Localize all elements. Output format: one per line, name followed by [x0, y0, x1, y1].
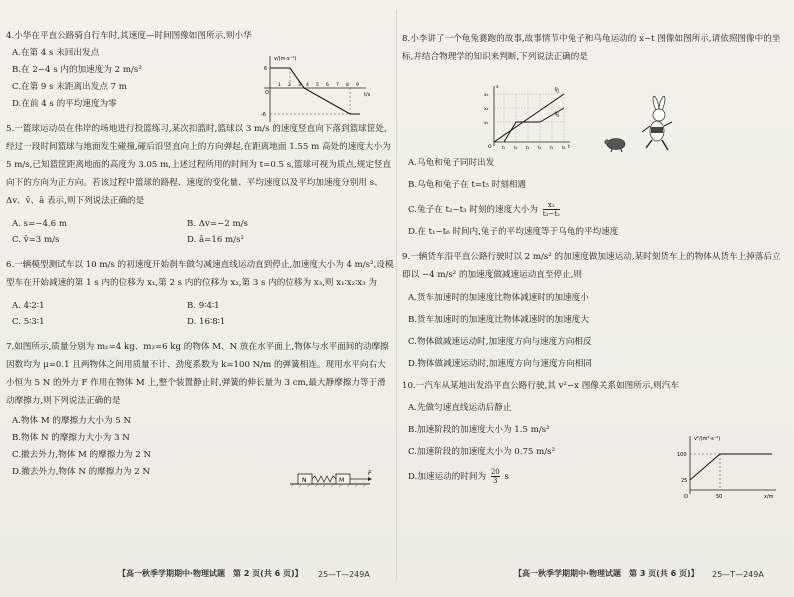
question-10 [402, 380, 692, 485]
q8-x-tick-t1: t₁ [502, 145, 506, 150]
question-6-option-a: A. 4∶2∶1 [12, 301, 45, 311]
q10-v2x-graph [676, 432, 780, 502]
q4-x-tick-4: 4 [306, 83, 309, 88]
footer-left-code: 25—T—249A [318, 570, 370, 579]
q7-label-n: N [302, 477, 307, 484]
question-9-option-c: C.物体做减速运动时,加速度方向与速度方向相反 [408, 337, 592, 347]
question-8-frac-num: x₃ [543, 201, 560, 210]
question-8-option-c [408, 201, 788, 218]
footer-left-title: 【高一秋季学期期中·物理试题 第 2 页(共 6 页)】 [118, 569, 303, 578]
q8-series-turtle: 龟 [554, 88, 560, 94]
question-10-fraction [491, 468, 500, 485]
question-10-frac-unit: s [504, 472, 509, 482]
question-10-frac-den: 3 [493, 477, 498, 485]
question-8-text: 8.小李讲了一个龟兔赛跑的故事,故事情节中兔子和乌龟运动的 x−t 图像如图所示,请依照图像中的坐标,并结合物理学的知识来判断,下列说法正确的是 [402, 34, 781, 62]
q8-xt-graph [484, 82, 574, 150]
question-8-option-c-text: C.兔子在 t₂~t₃ 时刻的速度大小为 [408, 205, 538, 215]
rabbit-turtle-illustration [600, 96, 690, 156]
q8-turtle-line [494, 94, 564, 142]
q4-x-tick-9: 9 [356, 83, 359, 88]
question-8 [402, 30, 788, 238]
question-4-option-d: D.在前 4 s 的平均速度为零 [12, 99, 117, 109]
question-8-option-b: B.乌龟和兔子在 t=t₅ 时刻相遇 [408, 180, 527, 190]
q7-ground-hatch [291, 484, 366, 487]
question-8-option-a: A.乌龟和兔子同时出发 [408, 158, 495, 168]
q8-x-tick-t3: t₃ [526, 145, 530, 150]
q4-x-tick-8: 8 [346, 83, 349, 88]
question-5 [6, 120, 394, 246]
question-10-option-d [408, 468, 692, 485]
question-8-fraction [543, 201, 560, 218]
question-10-option-d-text: D.加速运动的时间为 [408, 472, 487, 482]
column-divider [396, 10, 397, 580]
q4-origin: O [265, 90, 269, 96]
question-6 [6, 256, 394, 328]
q8-y-tick-x3: x₃ [484, 93, 489, 98]
q4-y-tick-neg6: -6 [261, 112, 266, 118]
question-4-option-b: B.在 2~4 s 内的加速度为 2 m/s² [12, 65, 142, 75]
question-7-option-a: A.物体 M 的摩擦力大小为 5 N [12, 416, 131, 426]
q4-velocity-line [270, 68, 360, 114]
question-7-option-d: D.撤去外力,物体 N 的摩擦力为 2 N [12, 467, 151, 477]
question-9-option-a: A.货车加速时的加速度比物体减速时的加速度小 [408, 293, 589, 303]
rabbit-icon [642, 96, 672, 150]
q10-curve [690, 454, 772, 480]
question-10-frac-num: 20 [490, 468, 500, 476]
q4-x-tick-6: 6 [326, 83, 329, 88]
q7-force-arrowhead [368, 477, 372, 481]
question-7-option-b: B.物体 N 的摩擦力大小为 3 N [12, 433, 130, 443]
q7-spring [312, 476, 336, 482]
question-6-option-b: B. 9∶4∶1 [187, 301, 220, 311]
question-4-text: 4.小华在平直公路骑自行车时,其速度—时间图像如图所示,则小华 [6, 31, 252, 41]
question-5-option-b: B. Δv=−2 m/s [187, 219, 248, 229]
question-4-option-c: C.在第 9 s 末距离出发点 7 m [12, 82, 127, 92]
question-9 [402, 248, 788, 370]
question-7 [6, 338, 394, 478]
q8-x-tick-t5: t₅ [550, 145, 554, 150]
q8-y-tick-x2: x₂ [484, 107, 489, 112]
turtle-icon [605, 139, 625, 153]
q10-y-tick-100: 100 [677, 452, 687, 458]
q4-y-label: v/(m·s⁻¹) [274, 56, 297, 62]
q4-x-label: t/s [364, 92, 371, 98]
question-8-option-d: D.在 t₁~t₆ 时间内,兔子的平均速度等于乌龟的平均速度 [408, 227, 619, 237]
q8-y-label: x [496, 85, 499, 90]
question-5-option-d: D. ā=16 m/s² [187, 235, 244, 245]
question-9-option-d: D.物体做减速运动时,加速度方向与速度方向相同 [408, 359, 592, 369]
q4-x-tick-5: 5 [316, 83, 319, 88]
question-10-option-c: C.加速阶段的加速度大小为 0.75 m/s² [408, 447, 556, 457]
question-5-option-c: C. v̄=3 m/s [12, 235, 60, 245]
q4-x-tick-2: 2 [288, 83, 291, 88]
q10-y-label: v²/(m²·s⁻²) [694, 436, 721, 442]
q8-x-tick-t6: t₆ [562, 145, 566, 150]
question-8-frac-den: t₃−t₂ [542, 210, 560, 218]
question-6-option-c: C. 5∶3∶1 [12, 317, 45, 327]
q8-x-label: t [568, 145, 570, 150]
q10-y-tick-25: 25 [681, 478, 688, 484]
q4-x-tick-7: 7 [336, 83, 339, 88]
q4-x-tick-3: 3 [298, 83, 301, 88]
q10-origin: O [684, 494, 688, 500]
q8-x-tick-t2: t₂ [514, 145, 518, 150]
question-10-option-b: B.加速阶段的加速度大小为 1.5 m/s² [408, 425, 550, 435]
footer-right-title: 【高一秋季学期期中·物理试题 第 3 页(共 6 页)】 [514, 569, 699, 578]
q4-x-tick-1: 1 [278, 83, 281, 88]
q10-x-tick-50: 50 [716, 494, 723, 500]
q8-x-tick-t4: t₄ [538, 145, 542, 150]
q7-label-f: F [368, 470, 372, 477]
q8-origin: O [488, 145, 492, 150]
q7-label-m: M [339, 477, 345, 484]
q10-x-label: x/m [764, 494, 774, 500]
q4-y-tick-6: 6 [264, 66, 268, 72]
question-6-text: 6.一辆模型测试车以 10 m/s 的初速度开始刹车做匀减速直线运动直到停止,加速度大小为 4 m/s²,设模型车在开始减速的第 1 s 内的位移为 x₁,第 2 s 内的位移为 x₂,第 3 s 内的位移为 x₃,则 x₁∶x₂∶x₃ 为 [6, 260, 394, 288]
q4-vt-graph [262, 52, 374, 126]
question-5-option-a: A. s=−4.6 m [12, 219, 68, 229]
q8-series-rabbit: 兔 [554, 112, 560, 118]
question-7-text: 7.如图所示,质量分别为 m₁=4 kg、m₂=6 kg 的物体 M、N 放在水平面上,物体与水平面间的动摩擦因数均为 μ=0.1 且两物体之间用质量不计、劲度系数为 k=100 N/m 的弹簧相连。现用水平向右大小恒为 5 N 的外力 F 作用在物体 M 上,整个装置静止时,弹簧的伸长量为 3 cm,最大静摩擦力等于滑动摩擦力,则下列说法正确的是 [6, 342, 389, 406]
q8-y-tick-x1: x₁ [484, 121, 489, 126]
question-9-text: 9.一辆货车沿平直公路行驶时以 2 m/s² 的加速度做加速运动,某时刻货车上的物体从货车上掉落后立即以 −4 m/s² 的加速度做减速运动直至停止,则 [402, 252, 781, 280]
question-9-option-b: B.货车加速时的加速度比物体减速时的加速度大 [408, 315, 589, 325]
question-5-text: 5.一篮球运动员在伟岸的场地进行投篮练习,某次扣篮时,篮球以 3 m/s 的速度竖直向下落到篮球筐处,经过一段时间篮球与地面发生碰撞,碰后沿竖直向上的方向弹起,在距离地面 1.55 m 高处的速度大小为 5 m/s,已知篮筐距离地面的高度为 3.05 m,上述过程所用的时间为 t=0.5 s,篮球可视为质点,规定竖直向下的方向为正方向。若该过程中篮球的路程、速度的变化量、平均速度以及平均加速度分别用 s、Δv、v̄、ā 表示,则下列说法正确的是 [6, 124, 392, 206]
question-4 [6, 30, 256, 110]
footer-right-code: 25—T—249A [712, 570, 764, 579]
right-column [402, 30, 788, 485]
question-7-option-c: C.撤去外力,物体 M 的摩擦力为 2 N [12, 450, 151, 460]
question-10-option-a: A.先做匀速直线运动后静止 [408, 403, 512, 413]
question-4-option-a: A.在第 4 s 末回出发点 [12, 48, 100, 58]
question-10-text: 10.一汽车从某地出发沿平直公路行驶,其 v²−x 图像关系如图所示,则汽车 [402, 381, 679, 391]
question-6-option-d: D. 16∶8∶1 [187, 317, 226, 327]
q7-spring-diagram [290, 466, 376, 488]
